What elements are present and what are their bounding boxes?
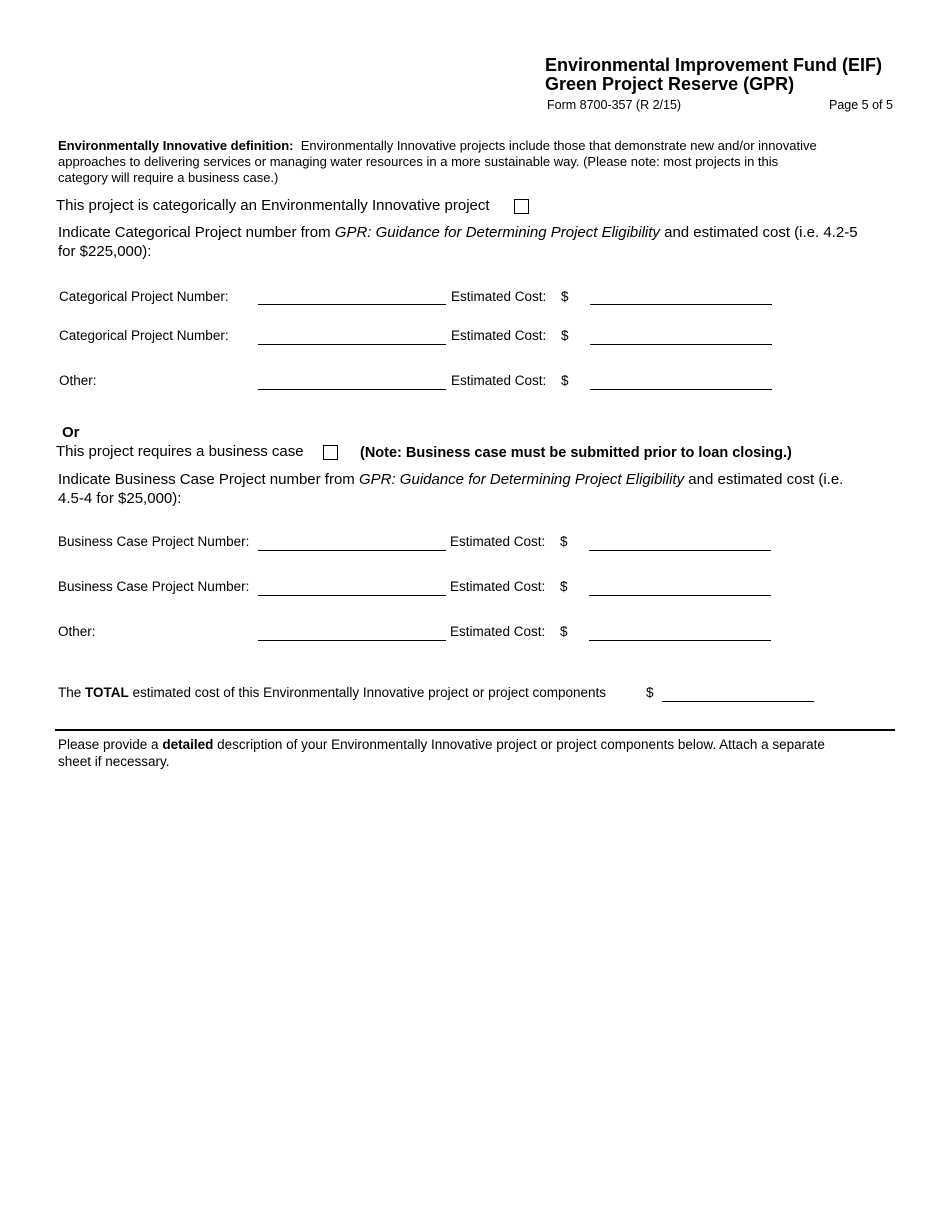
definition-label: Environmentally Innovative definition: — [58, 138, 294, 153]
total-pre: The — [58, 685, 86, 700]
business-case-row-2-label: Business Case Project Number: — [58, 579, 250, 594]
business-case-row-1-currency: $ — [560, 534, 568, 549]
page-number: Page 5 of 5 — [829, 98, 893, 112]
definition-line3: category will require a business case.) — [58, 170, 279, 185]
business-case-note: (Note: Business case must be submitted prior to loan closing.) — [360, 445, 792, 461]
description-pre: Please provide a — [58, 737, 163, 752]
categorical-checkbox-label: This project is categorically an Environmentally Innovative project — [56, 197, 490, 214]
business-case-row-3-number-field[interactable] — [258, 640, 446, 641]
business-case-instruction-pre: Indicate Business Case Project number from — [58, 471, 359, 488]
form-title-line2: Green Project Reserve (GPR) — [545, 74, 795, 94]
categorical-instruction-guidance: GPR: Guidance for Determining Project Eligibility — [334, 224, 660, 241]
business-case-instruction-line2: 4.5-4 for $25,000): — [58, 490, 182, 507]
total-bold: TOTAL — [85, 685, 129, 700]
categorical-row-2-currency: $ — [561, 328, 569, 343]
total-currency: $ — [646, 685, 654, 700]
total-post: estimated cost of this Environmentally Innovative project or project components — [128, 685, 606, 700]
business-case-row-2-cost-label: Estimated Cost: — [450, 579, 546, 594]
categorical-row-1-label: Categorical Project Number: — [59, 289, 229, 304]
description-line2: sheet if necessary. — [58, 754, 170, 769]
business-case-row-1-cost-field[interactable] — [589, 550, 771, 551]
definition-line1 — [58, 138, 817, 154]
description-bold: detailed — [162, 737, 214, 752]
categorical-instruction-pre: Indicate Categorical Project number from — [58, 224, 335, 241]
business-case-row-1-label: Business Case Project Number: — [58, 534, 250, 549]
form-title-line1: Environmental Improvement Fund (EIF) — [545, 55, 883, 75]
categorical-row-3-currency: $ — [561, 373, 569, 388]
business-case-row-3-cost-field[interactable] — [589, 640, 771, 641]
description-post: description of your Environmentally Innovative project or project components below. Attach a separate — [213, 737, 825, 752]
categorical-row-2-label: Categorical Project Number: — [59, 328, 229, 343]
section-divider — [55, 729, 895, 731]
business-case-checkbox[interactable] — [323, 445, 338, 460]
business-case-row-2-number-field[interactable] — [258, 595, 446, 596]
definition-text-1: Environmentally Innovative projects include those that demonstrate new and/or innovative — [300, 138, 817, 153]
categorical-instruction-line1 — [58, 224, 858, 241]
categorical-instruction-post: and estimated cost (i.e. 4.2-5 — [659, 224, 858, 241]
categorical-row-3-number-field[interactable] — [258, 389, 446, 390]
business-case-checkbox-label: This project requires a business case — [56, 443, 304, 460]
business-case-instruction-guidance: GPR: Guidance for Determining Project Eligibility — [358, 471, 685, 488]
categorical-row-1-currency: $ — [561, 289, 569, 304]
categorical-row-3-cost-label: Estimated Cost: — [451, 373, 547, 388]
business-case-row-1-number-field[interactable] — [258, 550, 446, 551]
categorical-row-1-number-field[interactable] — [258, 304, 446, 305]
categorical-row-3-cost-field[interactable] — [590, 389, 772, 390]
or-label: Or — [62, 424, 80, 441]
total-cost-field[interactable] — [662, 701, 814, 702]
categorical-checkbox[interactable] — [514, 199, 529, 214]
description-line1 — [58, 737, 825, 752]
categorical-row-2-number-field[interactable] — [258, 344, 446, 345]
categorical-row-2-cost-label: Estimated Cost: — [451, 328, 547, 343]
business-case-row-3-cost-label: Estimated Cost: — [450, 624, 546, 639]
business-case-row-1-cost-label: Estimated Cost: — [450, 534, 546, 549]
business-case-instruction-post: and estimated cost (i.e. — [684, 471, 844, 488]
total-label — [58, 685, 606, 700]
description-area[interactable] — [55, 780, 895, 1200]
categorical-row-3-label: Other: — [59, 373, 97, 388]
business-case-row-3-currency: $ — [560, 624, 568, 639]
categorical-row-1-cost-field[interactable] — [590, 304, 772, 305]
business-case-row-2-currency: $ — [560, 579, 568, 594]
business-case-row-2-cost-field[interactable] — [589, 595, 771, 596]
business-case-row-3-label: Other: — [58, 624, 96, 639]
form-number: Form 8700-357 (R 2/15) — [547, 98, 682, 112]
definition-line2: approaches to delivering services or managing water resources in a more sustainable way. (Please note: most projects in this — [58, 154, 779, 169]
categorical-instruction-line2: for $225,000): — [58, 243, 152, 260]
business-case-instruction-line1 — [58, 471, 843, 488]
categorical-row-1-cost-label: Estimated Cost: — [451, 289, 547, 304]
categorical-row-2-cost-field[interactable] — [590, 344, 772, 345]
